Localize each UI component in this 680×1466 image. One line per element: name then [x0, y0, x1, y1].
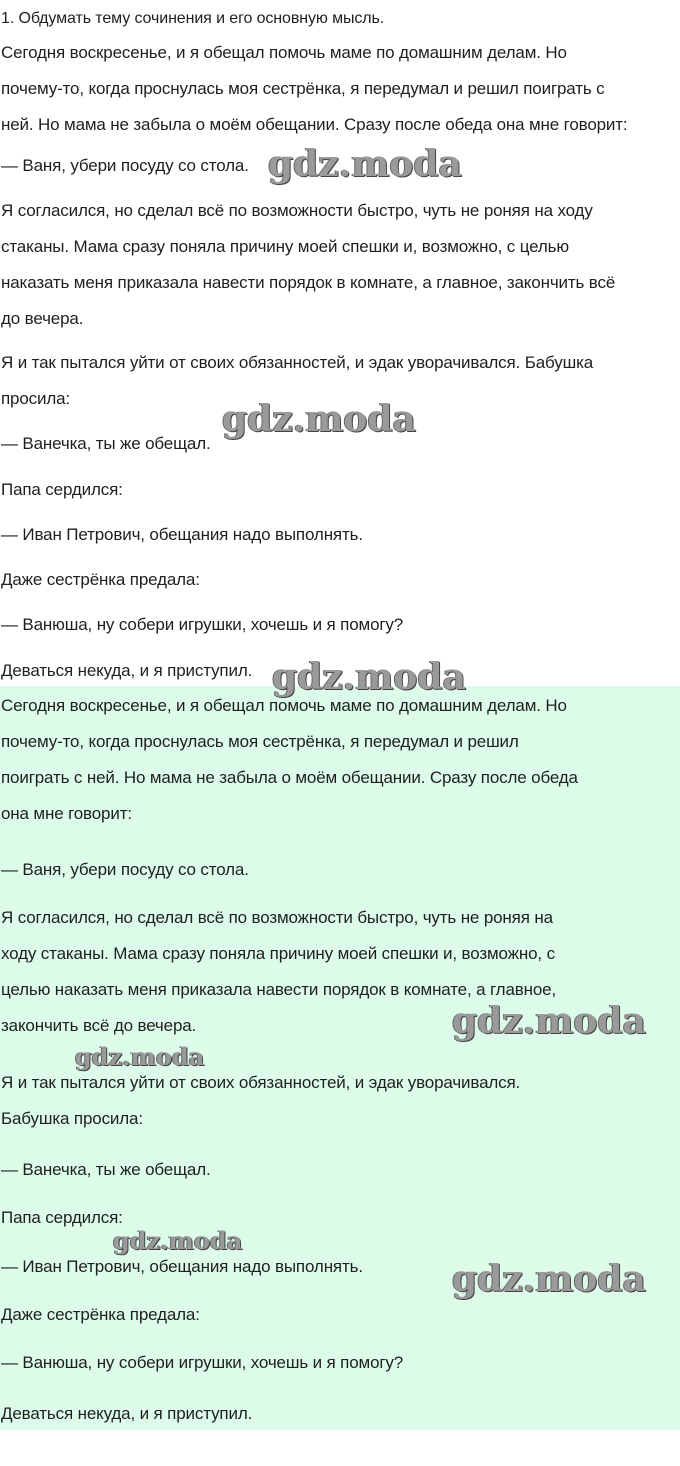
paragraph [1, 35, 680, 143]
text-line: Папа сердился: [1, 480, 123, 499]
text-line: стаканы. Мама сразу поняла причину моей спешки и, возможно, с целью [1, 237, 569, 256]
paragraph [1, 1065, 680, 1137]
text-line: просила: [1, 389, 71, 408]
text-line: — Ванюша, ну собери игрушки, хочешь и я помогу? [1, 1353, 404, 1372]
text-line: почему-то, когда проснулась моя сестрёнка, я передумал и решил поиграть с [1, 79, 605, 98]
text-line: — Ваня, убери посуду со стола. [1, 860, 249, 879]
paragraph [1, 688, 680, 832]
text-line: Даже сестрёнка предала: [1, 570, 200, 589]
watermark-logo: gdz.moda [222, 398, 416, 440]
watermark-logo: gdz.moda [452, 1258, 646, 1300]
paragraph [1, 607, 680, 643]
text-line: целью наказать меня приказала навести порядок в комнате, а главное, [1, 980, 557, 999]
text-line: Сегодня воскресенье, и я обещал помочь маме по домашним делам. Но [1, 696, 567, 715]
text-line: — Ванечка, ты же обещал. [1, 434, 211, 453]
text-line: — Иван Петрович, обещания надо выполнять. [1, 525, 363, 544]
watermark-logo: gdz.moda [272, 656, 466, 698]
paragraph [1, 1396, 680, 1432]
text-line: наказать меня приказала навести порядок в комнате, а главное, закончить всё [1, 273, 616, 292]
paragraph [1, 1152, 680, 1188]
watermark-logo: gdz.moda [268, 143, 462, 185]
text-line: Я согласился, но сделал всё по возможности быстро, чуть не роняя на [1, 908, 553, 927]
text-line: Сегодня воскресенье, и я обещал помочь маме по домашним делам. Но [1, 43, 567, 62]
text-line: она мне говорит: [1, 804, 132, 823]
text-line: Я и так пытался уйти от своих обязанностей, и эдак уворачивался. [1, 1073, 521, 1092]
text-line: почему-то, когда проснулась моя сестрёнка, я передумал и решил [1, 732, 519, 751]
text-line: Папа сердился: [1, 1208, 123, 1227]
watermark-logo: gdz.moda [75, 1042, 205, 1071]
paragraph [1, 562, 680, 598]
paragraph [1, 517, 680, 553]
text-line: закончить всё до вечера. [1, 1016, 197, 1035]
text-line: Деваться некуда, и я приступил. [1, 1404, 253, 1423]
text-line: ходу стаканы. Мама сразу поняла причину моей спешки и, возможно, с [1, 944, 555, 963]
text-line: Я и так пытался уйти от своих обязанностей, и эдак уворачивался. Бабушка [1, 353, 594, 372]
text-line: Бабушка просила: [1, 1109, 143, 1128]
text-line: поиграть с ней. Но мама не забыла о моём обещании. Сразу после обеда [1, 768, 578, 787]
task-heading: 1. Обдумать тему сочинения и его основную мысль. [1, 10, 385, 27]
text-line: до вечера. [1, 309, 84, 328]
text-line: Даже сестрёнка предала: [1, 1305, 200, 1324]
paragraph [1, 852, 680, 888]
text-line: — Ванечка, ты же обещал. [1, 1160, 211, 1179]
watermark-logo: gdz.moda [452, 1000, 646, 1042]
text-line: Деваться некуда, и я приступил. [1, 661, 253, 680]
text-line: Я согласился, но сделал всё по возможности быстро, чуть не роняя на ходу [1, 201, 593, 220]
paragraph [1, 193, 680, 337]
text-line: — Ваня, убери посуду со стола. [1, 156, 249, 175]
text-line: — Ванюша, ну собери игрушки, хочешь и я помогу? [1, 615, 404, 634]
paragraph [1, 1345, 680, 1381]
text-line: ней. Но мама не забыла о моём обещании. Сразу после обеда она мне говорит: [1, 115, 628, 134]
watermark-logo: gdz.moda [113, 1226, 243, 1255]
paragraph [1, 1297, 680, 1333]
text-line: — Иван Петрович, обещания надо выполнять. [1, 1257, 363, 1276]
paragraph [1, 472, 680, 508]
paragraph [1, 1200, 680, 1236]
